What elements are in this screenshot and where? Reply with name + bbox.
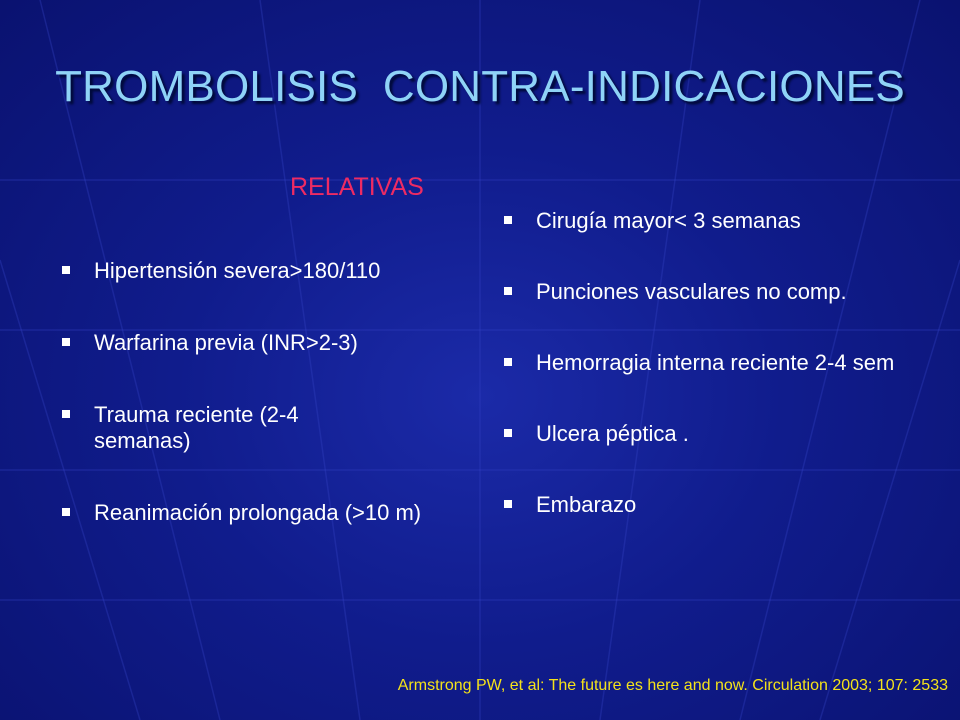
list-item [502, 492, 902, 518]
list-item [60, 500, 474, 526]
square-bullet-icon [504, 429, 512, 437]
square-bullet-icon [62, 508, 70, 516]
square-bullet-icon [62, 266, 70, 274]
citation: Armstrong PW, et al: The future es here and now. Circulation 2003; 107: 2533 [397, 677, 948, 694]
left-bullet-list [60, 258, 460, 572]
list-item-text: Hemorragia interna reciente 2-4 sem [536, 350, 895, 375]
square-bullet-icon [504, 287, 512, 295]
square-bullet-icon [504, 216, 512, 224]
square-bullet-icon [62, 338, 70, 346]
list-item [502, 350, 911, 376]
list-item-text: Punciones vasculares no comp. [536, 279, 847, 304]
list-item-text: Trauma reciente (2-4 semanas) [94, 402, 299, 453]
list-item-text: Warfarina previa (INR>2-3) [94, 330, 358, 355]
list-item [60, 402, 354, 454]
list-item [502, 279, 856, 305]
list-item-text: Hipertensión severa>180/110 [94, 258, 381, 283]
square-bullet-icon [62, 410, 70, 418]
list-item-text: Embarazo [536, 492, 637, 517]
list-item [502, 421, 902, 447]
right-bullet-list [502, 208, 902, 563]
list-item-text: Ulcera péptica . [536, 421, 689, 446]
list-item [60, 330, 460, 356]
square-bullet-icon [504, 358, 512, 366]
section-heading: RELATIVAS [290, 173, 424, 201]
list-item-text: Reanimación prolongada (>10 m) [94, 500, 422, 525]
slide-title: TROMBOLISIS CONTRA-INDICACIONES [55, 62, 905, 111]
list-item [502, 208, 902, 234]
square-bullet-icon [504, 500, 512, 508]
list-item [60, 258, 460, 284]
list-item-text: Cirugía mayor< 3 semanas [536, 208, 801, 233]
